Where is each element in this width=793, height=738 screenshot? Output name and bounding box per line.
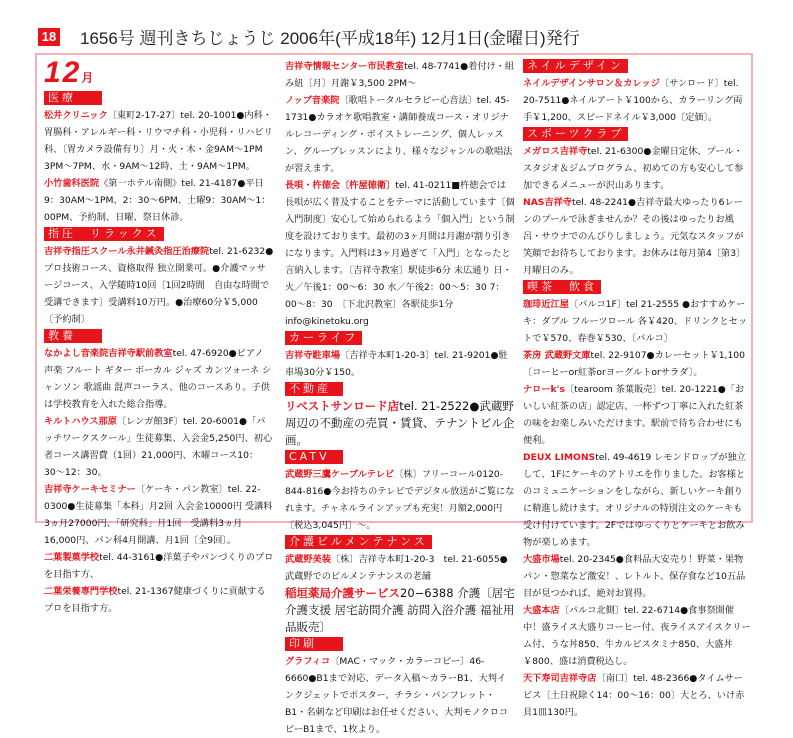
- listing-body: tel. 21-2522●武蔵野周辺の不動産の売買・賃貸、テナントビル企画。: [285, 399, 515, 447]
- category-heading: 印刷: [285, 637, 343, 651]
- listing-body: 〔南口〕tel. 48-2366●タイムサービス〔土日祝除く14：00〜16：00〕大とろ、いけ赤貝1皿130円。: [523, 673, 745, 718]
- listing-entry: [44, 175, 274, 226]
- listing-name: 稲垣薬局介護サービス: [285, 586, 400, 600]
- listing-body: 《第一ホテル南側》tel. 21-4187●平日9：30AM〜1PM、2：30〜6PM、土曜9：30AM〜1：00PM、予約制、日曜、祭日休診。: [44, 178, 271, 223]
- listing-entry: [44, 243, 274, 328]
- listing-name: なかよし音楽院吉祥寺駅前教室: [44, 348, 173, 359]
- listing-entry: [523, 296, 751, 347]
- listing-body: 〔株〕フリーコール0120-844-816●今お持ちのテレビでデジタル放送がご覧になれます。チャネルラインアップも充実！月額2,000円〔税込3,045円〕〜。: [285, 469, 515, 531]
- listing-entry: [523, 449, 751, 551]
- listing-body: 〔tearoom 茶葉販売〕tel. 20-1221●「おいしい紅茶の店」認定店、一杯ずつ丁寧に入れた紅茶の味をお楽しみいただけます。駅前で待ち合わせにも便利。: [523, 384, 745, 446]
- listing-name: グラフィコ: [285, 656, 331, 667]
- listing-name: 大盛市場: [523, 554, 560, 565]
- listing-name: 小竹歯科医院: [44, 178, 100, 189]
- listing-entry: [44, 583, 274, 617]
- listing-body: tel. 21-6232●プロ技術コース、資格取得 独立開業可。●介護マッサージコース、入学随時10回〔1回2時間 自由な時間で受講できます〕受講料10万円。●治療60分￥5,000〔予約制〕: [44, 246, 274, 325]
- category-heading: ネイルデザイン: [523, 59, 628, 73]
- listing-body: 〔歌唱トータルセラピー心音法〕tel. 45-1731●カラオケ歌唱教室・講師養成コース・オリジナルレコーディング・ボイストレーニング、個人レッスン、グループレッスンにより、様々なジャンルの歌唱法が習えます。: [285, 95, 513, 174]
- listing-body: tel. 44-3161●洋菓子やパンづくりのプロを目指す方、: [44, 552, 274, 580]
- listing-name: 天下寿司吉祥寺店: [523, 673, 597, 684]
- listing-body: 〔MAC・マック・カラーコピー〕46-6660●B1まで対応、データ入稿〜カラーB1、大判インクジェットでポスター、チラシ・パンフレット・B1・名刺など印刷はお任せください、大判モノクロコピーB1まで、1枚より。: [285, 656, 509, 735]
- category-heading: 介護ビルメンテナンス: [285, 535, 432, 549]
- listing-entry: [523, 347, 751, 381]
- page-number-badge: 18: [38, 28, 60, 46]
- listing-name-suffix: 〔杵屋徳衛〕: [340, 180, 396, 191]
- listing-entry: [285, 177, 515, 330]
- month-heading: [44, 58, 274, 90]
- listing-entry: [523, 381, 751, 449]
- listing-body: 〔東町2-17-27〕tel. 20-1001●内科・胃腸科・アレルギー科・リウマチ科・小児科・リハビリ科、〔胃カメラ設備有り〕月・火・木・金9AM〜1PM 3PM〜7PM、水・9AM〜12時、土・9AM〜1PM。: [44, 110, 273, 172]
- listing-body: 〔パルコ北側〕tel. 22-6714●食事祭開催中！盛ライス大盛りコーヒー付、夜ライスアイスクリーム付、うな丼850、牛カルビスタミナ850、大盛丼￥800、盛は消費税込し。: [523, 605, 751, 667]
- listing-name: 二葉製菓学校: [44, 552, 100, 563]
- listing-name: ネイルデザインサロン＆カレッジ: [523, 78, 660, 89]
- listing-body: tel. 21-6300●金曜日定休、プール・スタジオ＆ジムプログラム、初めての方も安心して参加できるメニューが沢山あります。: [523, 146, 744, 191]
- category-heading: 教養: [44, 329, 102, 343]
- category-heading: 医療: [44, 91, 102, 105]
- month-number: 12: [44, 56, 82, 89]
- listing-entry: [285, 347, 515, 381]
- category-heading: CATV: [285, 450, 343, 464]
- column-1: [44, 58, 274, 617]
- column-2: [285, 58, 515, 738]
- listing-name: 吉祥寺ケーキセミナー: [44, 484, 136, 495]
- listing-name: 吉祥寺情報センター市民教室: [285, 61, 405, 72]
- listing-body: tel. 48-7741●着付け・組み紐〔月〕月謝￥3,500 2PM〜: [285, 61, 515, 89]
- listing-body: tel. 49-4619 レモンドロップが独立して、1Fにケーキのアトリエを作りました。お客様とのコミュニケーションをしながら、新しいケーキ創りに精進し続けます。オリジナルの特別注文のケーキも受け付けています。2Fではゆっくりとケーキとお飲み物が楽しめます。: [523, 452, 746, 548]
- listing-entry: [523, 75, 751, 126]
- listing-name: 珈琲近江屋: [523, 299, 569, 310]
- listing-name: 茶房 武蔵野文庫: [523, 350, 591, 361]
- category-heading: スポーツクラブ: [523, 127, 628, 141]
- listing-body: tel. 41-0211■杵徳会では長唄が広く普及することをテーマに活動しています〔個入門制度〕安心して始められるよう「個入門」という制度を設けております。最初の3ヶ月間は月謝が割り引きになります。入門料は3ヶ月過ぎて「入門」となったと言納入します。〔吉祥寺教室〕駅徒歩6分 末広通り 日・火／午後1：00〜6：30 水／午後2：00〜5：30 7：00〜8：30 〔下北沢教室〕各駅徒歩1分 info@kinetoku.org: [285, 180, 515, 327]
- listing-name: ノッブ音楽院: [285, 95, 340, 106]
- listing-entry: [523, 143, 751, 194]
- listing-name: DEUX LIMONS: [523, 452, 596, 463]
- listing-name: 二葉栄養専門学校: [44, 586, 118, 597]
- listing-entry: [523, 602, 751, 670]
- listing-entry: [285, 466, 515, 534]
- listing-entry: [44, 345, 274, 413]
- listing-body: tel. 21-1367健康づくりに貢献するプロを目指す方。: [44, 586, 266, 614]
- listing-name: メガロス吉祥寺: [523, 146, 588, 157]
- listing-name: NAS吉祥寺: [523, 197, 572, 208]
- listing-body: 〔ケーキ・パン教室〕tel. 22-0300●生徒募集「本科」月2回 入会金10000円 受講料3ヵ月27000円、「研究科」月1回 受講料3ヵ月16,000円、パン科4月開講、月1回〔全9回〕。: [44, 484, 273, 546]
- listing-name: 武蔵野三鷹ケーブルテレビ: [285, 469, 395, 480]
- listing-entry: [285, 92, 515, 177]
- category-heading: 不動産: [285, 382, 343, 396]
- listing-body: tel. 47-6920●ピアノ 声楽 フルート ギター ボーカル ジャズ カンツォーネ シャンソン 歌謡曲 混声コーラス、他のコースあり。子供は学校教育を入れた総合指導。: [44, 348, 272, 410]
- listing-body: 〔株〕吉祥寺本町1-20-3 tel. 21-6055●武蔵野でのビルメンテナンスの老舗: [285, 554, 508, 582]
- listing-entry: [523, 194, 751, 279]
- listing-name: リベストサンロード店: [285, 399, 400, 413]
- listing-name: ナローk's: [523, 384, 565, 395]
- listing-name: 吉祥寺駐車場: [285, 350, 341, 361]
- listing-entry: [285, 58, 515, 92]
- listing-entry: [44, 481, 274, 549]
- page-header: [0, 0, 793, 50]
- listing-name: 松井クリニック: [44, 110, 108, 121]
- category-heading: 喫茶 飲食: [523, 280, 601, 294]
- listing-body: 20−6388 介護〔居宅介護支援 居宅訪問介護 訪問入浴介護 福祉用品販売〕: [285, 586, 515, 634]
- listing-name: 長唄・杵徳会: [285, 180, 341, 191]
- issue-line: 1656号 週刊きちじょうじ 2006年(平成18年) 12月1日(金曜日)発行: [80, 29, 580, 48]
- listing-body: tel. 22-9107●カレーセット￥1,100〔コーヒーor紅茶orヨーグルトorサラダ〕。: [523, 350, 745, 378]
- listing-entry: [44, 107, 274, 175]
- listing-entry: [285, 398, 515, 449]
- listing-body: 〔吉祥寺本町1-20-3〕tel. 21-9201●駐車場30分￥150。: [285, 350, 508, 378]
- listing-name: 大盛本店: [523, 605, 560, 616]
- listing-entry: [523, 551, 751, 602]
- listing-entry: [523, 670, 751, 721]
- month-unit: 月: [81, 71, 96, 85]
- listing-name: 吉祥寺指圧スクール永井鍼灸指圧治療院: [44, 246, 210, 257]
- listing-body: tel. 20-2345●食料品大安売り！野菜・果物パン・惣菜など激安！、レトルト、保存食など10五品目が見つかれば、絶対お買得。: [523, 554, 746, 599]
- listing-body: 〔パルコ1F〕tel 21-2555 ●おすすめケーキ：ダブル フルーツロール 各￥420、ドリンクとセットで￥570、春巻￥530、〔パルコ〕: [523, 299, 748, 344]
- listing-body: 〔レンガ館3F〕tel. 20-6001●「パッチワークスクール」生徒募集、入会金5,250円、初心者コース講習費（1回）21,000円、木曜コース10：30〜12：30。: [44, 416, 273, 478]
- category-heading: カーライフ: [285, 331, 362, 345]
- listing-entry: [285, 551, 515, 585]
- listing-entry: [285, 653, 515, 738]
- listing-body: 〔サンロード〕tel. 20-7511●ネイルアート￥100から、カラーリング両手￥1,200、スピードネイル￥3,000〔定価〕。: [523, 78, 743, 123]
- listing-name: 武蔵野美装: [285, 554, 331, 565]
- listing-entry: [44, 549, 274, 583]
- listing-entry: [285, 585, 515, 636]
- listing-name: キルトハウス那原: [44, 416, 117, 427]
- category-heading: 指圧 リラックス: [44, 227, 164, 241]
- column-3: [523, 58, 751, 721]
- listing-body: tel. 48-2241●吉祥寺最大ゆったり6レーンのプールで泳ぎませんか？その後はゆったりお風呂・サウナでのんびりしましょう。元気なスタッフが笑顔でお待ちしております。お休みは毎月第4〔第3〕月曜日のみ。: [523, 197, 746, 276]
- listing-entry: [44, 413, 274, 481]
